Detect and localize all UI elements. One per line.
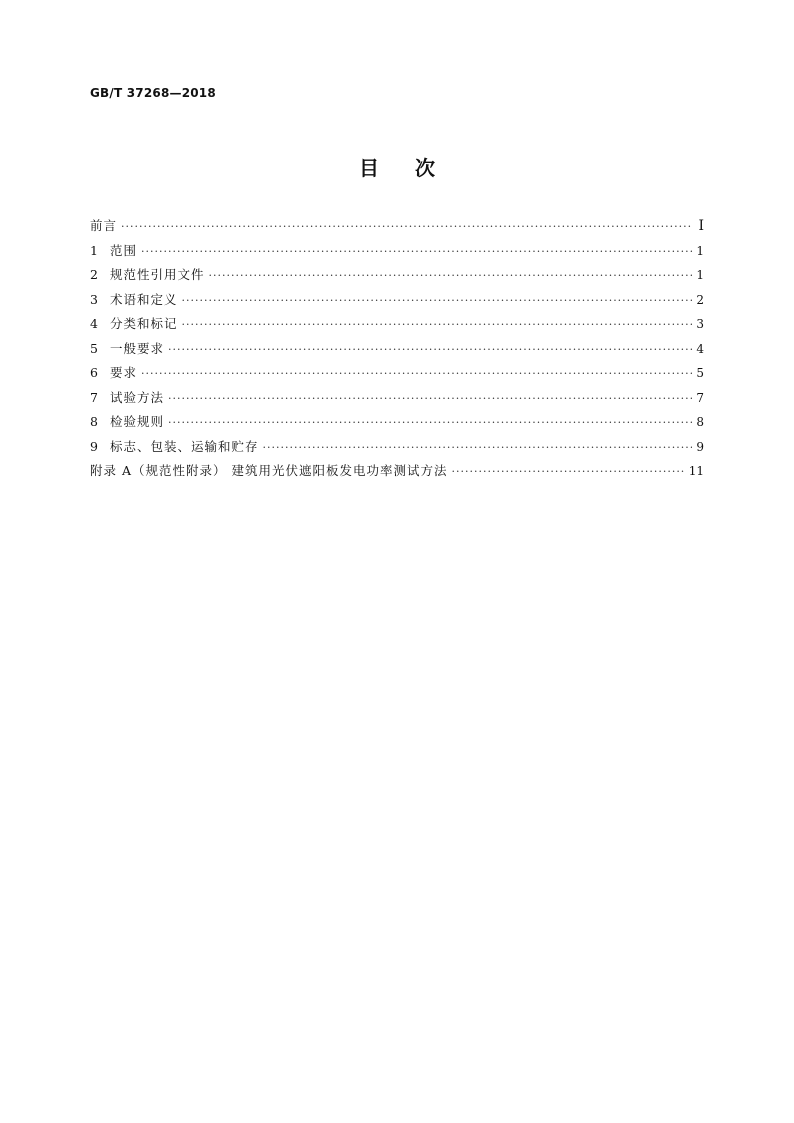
toc-entry-title: 标志、包装、运输和贮存: [110, 438, 259, 454]
toc-entry-1[interactable]: [90, 239, 704, 264]
toc-entry-6[interactable]: [90, 361, 704, 386]
toc-page-number: Ⅰ: [698, 218, 704, 234]
toc-entry-number: 8: [90, 414, 98, 429]
toc-leader-dots: [168, 387, 692, 412]
toc-leader-dots: [182, 313, 692, 338]
toc-entry-number: 7: [90, 389, 98, 405]
toc-entry-title: 检验规则: [110, 414, 165, 429]
toc-entry-foreword[interactable]: [90, 214, 704, 239]
toc-page-number: 7: [696, 390, 704, 405]
toc-page-number: 8: [696, 415, 704, 429]
toc-leader-dots: [141, 362, 692, 387]
toc-leader-dots: [451, 460, 684, 485]
toc-entry-8[interactable]: [90, 410, 704, 435]
toc-entry-3[interactable]: [90, 288, 704, 313]
toc-entry-number: 9: [90, 438, 98, 454]
toc-leader-dots: [263, 436, 692, 461]
toc-entry-title: 术语和定义: [110, 291, 178, 307]
toc-entry-title: 规范性引用文件: [110, 267, 205, 282]
toc-leader-dots: [209, 264, 692, 289]
toc-entry-number: 1: [90, 242, 98, 258]
toc-page-number: 2: [696, 292, 704, 307]
toc-leader-dots: [168, 338, 692, 363]
toc-entry-4[interactable]: [90, 312, 704, 337]
toc-entry-number: 4: [90, 316, 98, 331]
toc-page-number: 11: [688, 464, 704, 478]
toc-entry-title: 附录 A（规范性附录） 建筑用光伏遮阳板发电功率测试方法: [90, 463, 448, 478]
toc-leader-dots: [121, 215, 692, 240]
table-of-contents: [90, 214, 704, 484]
toc-page-number: 1: [696, 268, 704, 282]
toc-entry-title: 试验方法: [110, 389, 165, 405]
toc-page-number: 9: [696, 439, 704, 454]
toc-leader-dots: [168, 411, 692, 436]
toc-entry-2[interactable]: [90, 263, 704, 288]
toc-entry-title: 前言: [90, 218, 118, 233]
toc-entry-9[interactable]: [90, 435, 704, 460]
toc-entry-appendix-a[interactable]: [90, 459, 704, 484]
toc-entry-number: 2: [90, 267, 98, 282]
toc-entry-number: 5: [90, 340, 98, 356]
toc-page-number: 5: [696, 366, 704, 380]
standard-code: GB/T 37268—2018: [90, 86, 216, 100]
toc-entry-7[interactable]: [90, 386, 704, 411]
toc-entry-number: 6: [90, 365, 98, 380]
toc-entry-title: 范围: [110, 242, 138, 258]
toc-leader-dots: [141, 240, 692, 265]
toc-entry-title: 分类和标记: [110, 316, 178, 331]
toc-entry-title: 要求: [110, 365, 138, 380]
toc-entry-title: 一般要求: [110, 340, 165, 356]
toc-page-number: 4: [696, 341, 704, 356]
toc-entry-5[interactable]: [90, 337, 704, 362]
toc-leader-dots: [182, 289, 692, 314]
toc-page-number: 3: [696, 317, 704, 331]
toc-page-number: 1: [696, 243, 704, 258]
page-title: 目次: [359, 156, 471, 180]
toc-entry-number: 3: [90, 291, 98, 307]
